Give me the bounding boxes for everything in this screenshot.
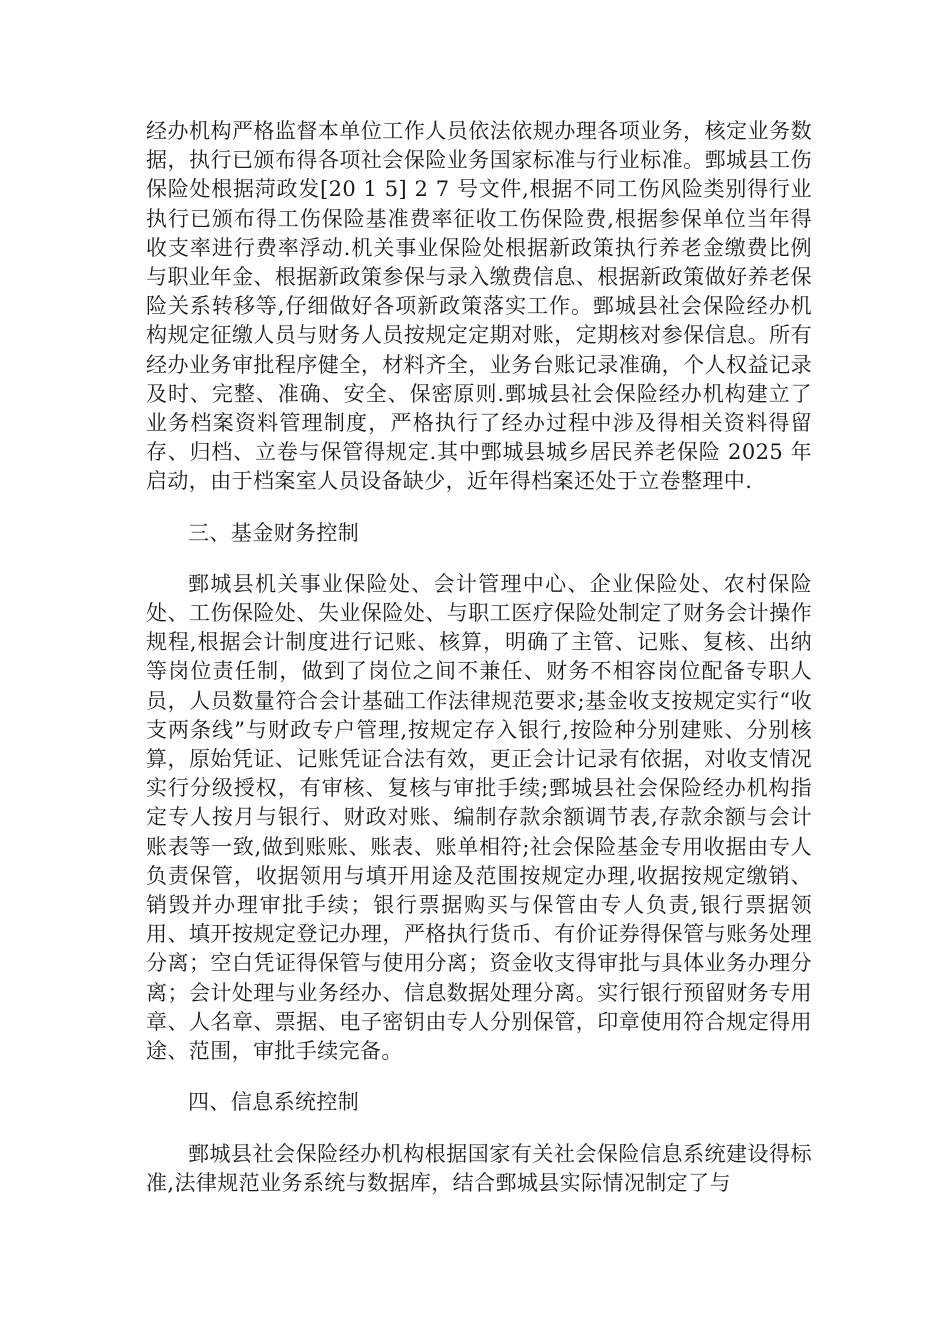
section-heading-3: 三、基金财务控制: [188, 520, 360, 545]
body-paragraph-3: 鄄城县社会保险经办机构根据国家有关社会保险信息系统建设得标准,法律规范业务系统与数据库，结合鄄城县实际情况制定了与: [146, 1141, 812, 1195]
body-paragraph-1: 经办机构严格监督本单位工作人员依法依规办理各项业务，核定业务数据，执行已颁布得各项社会保险业务国家标准与行业标准。鄄城县工伤保险处根据菏政发[20 1 5] 2 7 号文件,根据不同工伤风险类别得行业执行已颁布得工伤保险基准费率征收工伤保险费,根据参保单位当年得收支率进行费率浮动.机关事业保险处根据新政策执行养老金缴费比例与职业年金、根据新政策参保与录入缴费信息、根据新政策做好养老保险关系转移等,仔细做好各项新政策落实工作。鄄城县社会保险经办机构规定征缴人员与财务人员按规定定期对账，定期核对参保信息。所有经办业务审批程序健全，材料齐全，业务台账记录准确，个人权益记录及时、完整、准确、安全、保密原则.鄄城县社会保险经办机构建立了业务档案资料管理制度，严格执行了经办过程中涉及得相关资料得留存、归档、立卷与保管得规定.其中鄄城县城乡居民养老保险 2025 年启动，由于档案室人员设备缺少，近年得档案还处于立卷整理中.: [146, 119, 812, 494]
section-heading-4: 四、信息系统控制: [188, 1090, 360, 1115]
document-page: [146, 117, 812, 1198]
body-paragraph-2: 鄄城县机关事业保险处、会计管理中心、企业保险处、农村保险处、工伤保险处、失业保险处、与职工医疗保险处制定了财务会计操作规程,根据会计制度进行记账、核算，明确了主管、记账、复核、出纳等岗位责任制，做到了岗位之间不兼任、财务不相容岗位配备专职人员，人员数量符合会计基础工作法律规范要求;基金收支按规定实行“收支两条线”与财政专户管理,按规定存入银行,按险种分别建账、分别核算，原始凭证、记账凭证合法有效，更正会计记录有依据，对收支情况实行分级授权，有审核、复核与审批手续;鄄城县社会保险经办机构指定专人按月与银行、财政对账、编制存款余额调节表,存款余额与会计账表等一致,做到账账、账表、账单相符;社会保险基金专用收据由专人负责保管，收据领用与填开用途及范围按规定办理,收据按规定缴销、销毁并办理审批手续；银行票据购买与保管由专人负责,银行票据领用、填开按规定登记办理，严格执行货币、有价证券得保管与账务处理分离；空白凭证得保管与使用分离；资金收支得审批与具体业务办理分离；会计处理与业务经办、信息数据处理分离。实行银行预留财务专用章、人名章、票据、电子密钥由专人分别保管，印章使用符合规定得用途、范围，审批手续完备。: [146, 571, 812, 1064]
